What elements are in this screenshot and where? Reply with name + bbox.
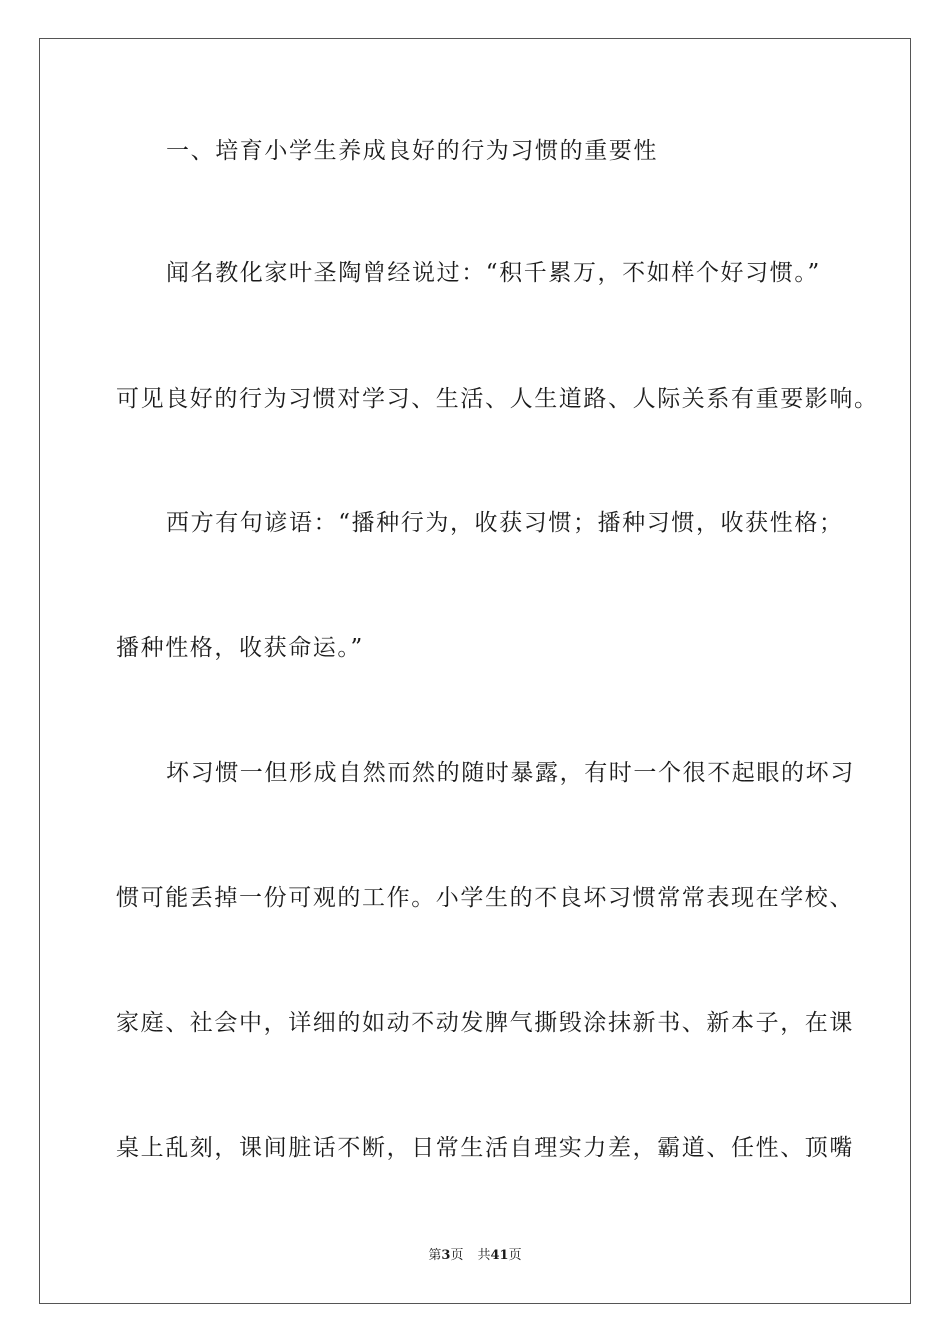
paragraph-line: 桌上乱刻，课间脏话不断，日常生活自理实力差，霸道、任性、顶嘴 xyxy=(116,1135,854,1161)
total-pages: 41 xyxy=(490,1248,509,1263)
page-number: 3 xyxy=(441,1248,451,1263)
page-prefix: 第 xyxy=(428,1248,442,1263)
paragraph-line: 西方有句谚语：“播种行为，收获习惯；播种习惯，收获性格； xyxy=(166,510,844,536)
page-suffix: 页 xyxy=(450,1248,464,1263)
paragraph-line: 惯可能丢掉一份可观的工作。小学生的不良坏习惯常常表现在学校、 xyxy=(116,885,854,911)
section-heading: 一、培育小学生养成良好的行为习惯的重要性 xyxy=(166,138,658,164)
total-prefix: 共 xyxy=(477,1248,491,1263)
page-footer xyxy=(0,1246,950,1266)
paragraph-line: 闻名教化家叶圣陶曾经说过：“积千累万，不如样个好习惯。” xyxy=(166,260,821,286)
page-frame xyxy=(39,38,911,1304)
paragraph-line: 家庭、社会中，详细的如动不动发脾气撕毁涂抹新书、新本子，在课 xyxy=(116,1010,854,1036)
total-suffix: 页 xyxy=(508,1248,522,1263)
paragraph-line: 播种性格，收获命运。” xyxy=(116,635,364,661)
paragraph-line: 坏习惯一但形成自然而然的随时暴露，有时一个很不起眼的坏习 xyxy=(166,760,855,786)
paragraph-line: 可见良好的行为习惯对学习、生活、人生道路、人际关系有重要影响。 xyxy=(116,386,879,412)
